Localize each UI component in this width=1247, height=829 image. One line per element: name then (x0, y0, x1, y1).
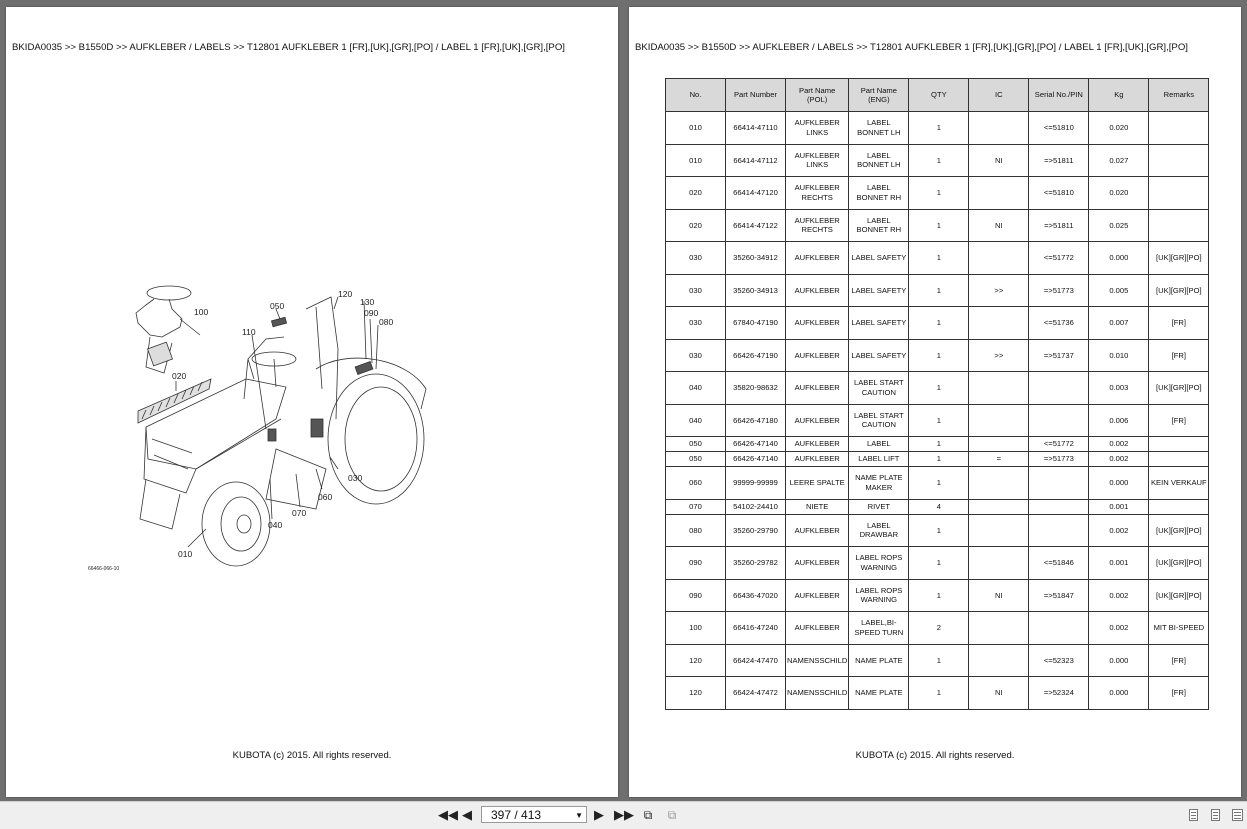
cell-qty: 1 (909, 339, 969, 372)
cell-no: 050 (666, 452, 726, 467)
cell-kg: 0.027 (1089, 144, 1149, 177)
cell-qty: 1 (909, 452, 969, 467)
cell-remarks: [UK][GR][PO] (1149, 579, 1209, 612)
cell-ic (969, 242, 1029, 275)
cell-ic (969, 437, 1029, 452)
cell-part: 66424-47470 (726, 644, 786, 677)
table-row (666, 467, 1209, 500)
cell-remarks (1149, 112, 1209, 145)
callout-060: 060 (318, 492, 333, 502)
cell-eng: LABEL DRAWBAR (849, 514, 909, 547)
cell-serial (1029, 612, 1089, 645)
cell-kg: 0.000 (1089, 242, 1149, 275)
table-row (666, 307, 1209, 340)
header-qty: QTY (909, 79, 969, 112)
cell-pol: NAMENSSCHILD (786, 644, 849, 677)
figure-code: 66466-066-10 (88, 566, 120, 572)
two-page-view-icon[interactable] (1232, 809, 1243, 821)
cell-no: 010 (666, 112, 726, 145)
cell-qty: 1 (909, 404, 969, 437)
last-page-icon[interactable]: ▶▶ (614, 807, 634, 822)
cell-part: 66436-47020 (726, 579, 786, 612)
cell-remarks (1149, 499, 1209, 514)
header-part-name-eng: Part Name (ENG) (849, 79, 909, 112)
cell-serial: <=51810 (1029, 112, 1089, 145)
cell-kg: 0.000 (1089, 644, 1149, 677)
table-row (666, 499, 1209, 514)
header-part-number: Part Number (726, 79, 786, 112)
cell-remarks (1149, 144, 1209, 177)
table-row (666, 547, 1209, 580)
callout-100: 100 (194, 307, 209, 317)
table-row (666, 612, 1209, 645)
table-row (666, 372, 1209, 405)
cell-ic: NI (969, 144, 1029, 177)
cell-ic: NI (969, 579, 1029, 612)
cell-eng: LABEL LIFT (849, 452, 909, 467)
cell-no: 080 (666, 514, 726, 547)
cell-pol: AUFKLEBER (786, 612, 849, 645)
fit-page-icon[interactable]: ⧉ (643, 808, 653, 822)
cell-pol: LEERE SPALTE (786, 467, 849, 500)
cell-kg: 0.002 (1089, 612, 1149, 645)
cell-eng: LABEL BONNET RH (849, 177, 909, 210)
cell-part: 99999-99999 (726, 467, 786, 500)
cell-qty: 2 (909, 612, 969, 645)
cell-pol: AUFKLEBER LINKS (786, 112, 849, 145)
cell-ic (969, 644, 1029, 677)
footer-copyright: KUBOTA (c) 2015. All rights reserved. (232, 750, 392, 761)
cell-serial: <=52323 (1029, 644, 1089, 677)
table-row (666, 112, 1209, 145)
cell-pol: AUFKLEBER (786, 307, 849, 340)
parts-table (665, 78, 1209, 710)
callout-110: 110 (242, 327, 256, 337)
cell-qty: 1 (909, 547, 969, 580)
cell-kg: 0.002 (1089, 437, 1149, 452)
table-row (666, 404, 1209, 437)
cell-remarks: [FR] (1149, 307, 1209, 340)
header-serial: Serial No./PIN (1029, 79, 1089, 112)
cell-kg: 0.002 (1089, 579, 1149, 612)
table-header-row (666, 79, 1209, 112)
cell-pol: AUFKLEBER (786, 547, 849, 580)
cell-no: 010 (666, 144, 726, 177)
footer-copyright: KUBOTA (c) 2015. All rights reserved. (855, 750, 1015, 761)
cell-kg: 0.006 (1089, 404, 1149, 437)
cell-eng: RIVET (849, 499, 909, 514)
cell-eng: LABEL BONNET LH (849, 112, 909, 145)
cell-part: 66424-47472 (726, 677, 786, 710)
cell-pol: AUFKLEBER (786, 514, 849, 547)
cell-ic (969, 612, 1029, 645)
continuous-view-icon[interactable] (1211, 809, 1220, 821)
cell-remarks (1149, 452, 1209, 467)
table-row (666, 274, 1209, 307)
table-row (666, 339, 1209, 372)
cell-pol: AUFKLEBER (786, 404, 849, 437)
cell-part: 66426-47190 (726, 339, 786, 372)
header-no: No. (666, 79, 726, 112)
next-page-icon[interactable]: ▶ (594, 807, 604, 822)
header-ic: IC (969, 79, 1029, 112)
cell-serial: =>51773 (1029, 274, 1089, 307)
cell-part: 66414-47112 (726, 144, 786, 177)
cell-part: 66426-47140 (726, 452, 786, 467)
cell-no: 070 (666, 499, 726, 514)
cell-no: 020 (666, 177, 726, 210)
cell-remarks: [UK][GR][PO] (1149, 274, 1209, 307)
cell-serial: =>51811 (1029, 209, 1089, 242)
cell-part: 35820-98632 (726, 372, 786, 405)
cell-kg: 0.002 (1089, 452, 1149, 467)
cell-eng: LABEL (849, 437, 909, 452)
cell-pol: AUFKLEBER (786, 452, 849, 467)
cell-serial (1029, 499, 1089, 514)
cell-no: 050 (666, 437, 726, 452)
cell-no: 040 (666, 404, 726, 437)
cell-no: 060 (666, 467, 726, 500)
cell-remarks: [FR] (1149, 339, 1209, 372)
cell-remarks: [FR] (1149, 644, 1209, 677)
table-row (666, 677, 1209, 710)
cell-part: 66414-47110 (726, 112, 786, 145)
cell-qty: 1 (909, 307, 969, 340)
cell-eng: NAME PLATE MAKER (849, 467, 909, 500)
cell-pol: AUFKLEBER LINKS (786, 144, 849, 177)
cell-ic (969, 547, 1029, 580)
cell-remarks: [UK][GR][PO] (1149, 514, 1209, 547)
cell-kg: 0.000 (1089, 467, 1149, 500)
cell-kg: 0.020 (1089, 112, 1149, 145)
cell-kg: 0.007 (1089, 307, 1149, 340)
chevron-down-icon: ▼ (575, 811, 583, 820)
viewer-toolbar (0, 801, 1247, 829)
cell-pol: AUFKLEBER (786, 274, 849, 307)
cell-serial: <=51772 (1029, 242, 1089, 275)
cell-part: 35260-34913 (726, 274, 786, 307)
cell-qty: 1 (909, 514, 969, 547)
cell-qty: 1 (909, 644, 969, 677)
table-row (666, 242, 1209, 275)
table-row (666, 437, 1209, 452)
cell-eng: LABEL BONNET LH (849, 144, 909, 177)
cell-remarks: [UK][GR][PO] (1149, 547, 1209, 580)
cell-ic (969, 112, 1029, 145)
cell-remarks: [UK][GR][PO] (1149, 372, 1209, 405)
cell-qty: 1 (909, 372, 969, 405)
cell-no: 030 (666, 339, 726, 372)
cell-serial (1029, 404, 1089, 437)
callout-040: 040 (268, 520, 283, 530)
first-page-icon[interactable]: ◀◀ (438, 807, 458, 822)
table-row (666, 452, 1209, 467)
cell-ic (969, 514, 1029, 547)
cell-remarks (1149, 437, 1209, 452)
cell-no: 100 (666, 612, 726, 645)
cell-pol: AUFKLEBER (786, 437, 849, 452)
cell-serial (1029, 372, 1089, 405)
cell-eng: LABEL SAFETY (849, 242, 909, 275)
cell-no: 030 (666, 307, 726, 340)
cell-qty: 1 (909, 274, 969, 307)
cell-ic: NI (969, 677, 1029, 710)
cell-qty: 1 (909, 177, 969, 210)
cell-kg: 0.005 (1089, 274, 1149, 307)
table-row (666, 644, 1209, 677)
cell-serial (1029, 514, 1089, 547)
cell-eng: LABEL START CAUTION (849, 372, 909, 405)
tractor-diagram (76, 279, 436, 579)
cell-pol: AUFKLEBER (786, 339, 849, 372)
cell-part: 35260-34912 (726, 242, 786, 275)
header-kg: Kg (1089, 79, 1149, 112)
breadcrumb: BKIDA0035 >> B1550D >> AUFKLEBER / LABELS >> T12801 AUFKLEBER 1 [FR],[UK],[GR],[PO] / LABEL 1 [FR],[UK],[GR],[PO] (12, 42, 565, 53)
cell-serial: =>51737 (1029, 339, 1089, 372)
cell-part: 35260-29782 (726, 547, 786, 580)
callout-130: 130 (360, 297, 375, 307)
cell-ic (969, 307, 1029, 340)
cell-kg: 0.003 (1089, 372, 1149, 405)
callout-070: 070 (292, 508, 307, 518)
cell-eng: LABEL SAFETY (849, 307, 909, 340)
table-row (666, 514, 1209, 547)
cell-ic (969, 177, 1029, 210)
cell-part: 66426-47140 (726, 437, 786, 452)
cell-part: 67840-47190 (726, 307, 786, 340)
cell-pol: AUFKLEBER (786, 579, 849, 612)
callout-020: 020 (172, 371, 187, 381)
header-part-name-pol: Part Name (POL) (786, 79, 849, 112)
table-row (666, 144, 1209, 177)
cell-no: 090 (666, 579, 726, 612)
cell-eng: LABEL SAFETY (849, 274, 909, 307)
cell-pol: AUFKLEBER RECHTS (786, 177, 849, 210)
cell-qty: 1 (909, 242, 969, 275)
cell-ic (969, 499, 1029, 514)
page-select[interactable] (481, 806, 587, 823)
cell-ic: NI (969, 209, 1029, 242)
left-page (6, 7, 618, 797)
cell-part: 54102-24410 (726, 499, 786, 514)
cell-remarks: [UK][GR][PO] (1149, 242, 1209, 275)
cell-part: 66426-47180 (726, 404, 786, 437)
cell-qty: 1 (909, 467, 969, 500)
cell-serial: <=51846 (1029, 547, 1089, 580)
cell-remarks: [FR] (1149, 677, 1209, 710)
parts-table-body (666, 112, 1209, 710)
cell-pol: AUFKLEBER (786, 242, 849, 275)
breadcrumb: BKIDA0035 >> B1550D >> AUFKLEBER / LABELS >> T12801 AUFKLEBER 1 [FR],[UK],[GR],[PO] / LABEL 1 [FR],[UK],[GR],[PO] (635, 42, 1188, 53)
cell-serial: <=51772 (1029, 437, 1089, 452)
cell-part: 35260-29790 (726, 514, 786, 547)
callout-080: 080 (379, 317, 394, 327)
cell-ic (969, 404, 1029, 437)
cell-kg: 0.002 (1089, 514, 1149, 547)
cell-eng: LABEL ROPS WARNING (849, 547, 909, 580)
cell-ic: = (969, 452, 1029, 467)
cell-eng: NAME PLATE (849, 677, 909, 710)
cell-kg: 0.010 (1089, 339, 1149, 372)
table-row (666, 209, 1209, 242)
cell-no: 030 (666, 274, 726, 307)
cell-qty: 1 (909, 112, 969, 145)
cell-no: 020 (666, 209, 726, 242)
cell-eng: LABEL START CAUTION (849, 404, 909, 437)
cell-serial: <=51810 (1029, 177, 1089, 210)
callout-090: 090 (364, 308, 379, 318)
cell-no: 030 (666, 242, 726, 275)
cell-ic: >> (969, 339, 1029, 372)
cell-no: 090 (666, 547, 726, 580)
cell-qty: 1 (909, 677, 969, 710)
cell-kg: 0.001 (1089, 547, 1149, 580)
cell-qty: 1 (909, 437, 969, 452)
cell-serial: =>52324 (1029, 677, 1089, 710)
cell-serial: =>51847 (1029, 579, 1089, 612)
cell-eng: NAME PLATE (849, 644, 909, 677)
cell-no: 120 (666, 677, 726, 710)
cell-ic (969, 372, 1029, 405)
callout-030: 030 (348, 473, 363, 483)
callout-010: 010 (178, 549, 193, 559)
cell-remarks (1149, 177, 1209, 210)
callout-120: 120 (338, 289, 353, 299)
cell-part: 66414-47122 (726, 209, 786, 242)
cell-serial: <=51736 (1029, 307, 1089, 340)
cell-kg: 0.025 (1089, 209, 1149, 242)
cell-pol: AUFKLEBER (786, 372, 849, 405)
cell-ic: >> (969, 274, 1029, 307)
cell-kg: 0.020 (1089, 177, 1149, 210)
prev-page-icon[interactable]: ◀ (462, 807, 472, 822)
cell-eng: LABEL BONNET RH (849, 209, 909, 242)
cell-qty: 1 (909, 579, 969, 612)
cell-remarks: KEIN VERKAUF (1149, 467, 1209, 500)
cell-kg: 0.000 (1089, 677, 1149, 710)
single-page-view-icon[interactable] (1189, 809, 1198, 821)
callout-050: 050 (270, 301, 285, 311)
cell-qty: 1 (909, 144, 969, 177)
table-row (666, 177, 1209, 210)
cell-serial (1029, 467, 1089, 500)
header-remarks: Remarks (1149, 79, 1209, 112)
cell-eng: LABEL SAFETY (849, 339, 909, 372)
cell-part: 66416-47240 (726, 612, 786, 645)
page-indicator: 397 / 413 (491, 808, 542, 822)
cell-eng: LABEL ROPS WARNING (849, 579, 909, 612)
cell-kg: 0.001 (1089, 499, 1149, 514)
cell-pol: AUFKLEBER RECHTS (786, 209, 849, 242)
cell-qty: 1 (909, 209, 969, 242)
cell-part: 66414-47120 (726, 177, 786, 210)
cell-no: 120 (666, 644, 726, 677)
cell-ic (969, 467, 1029, 500)
cell-remarks (1149, 209, 1209, 242)
right-page (629, 7, 1241, 797)
cell-serial: =>51773 (1029, 452, 1089, 467)
cell-pol: NIETE (786, 499, 849, 514)
cell-no: 040 (666, 372, 726, 405)
cell-serial: =>51811 (1029, 144, 1089, 177)
cell-pol: NAMENSSCHILD (786, 677, 849, 710)
cell-remarks: [FR] (1149, 404, 1209, 437)
cell-qty: 4 (909, 499, 969, 514)
table-row (666, 579, 1209, 612)
cell-remarks: MIT BI-SPEED (1149, 612, 1209, 645)
cell-eng: LABEL,BI-SPEED TURN (849, 612, 909, 645)
fit-width-icon[interactable]: ⧉ (667, 808, 677, 822)
